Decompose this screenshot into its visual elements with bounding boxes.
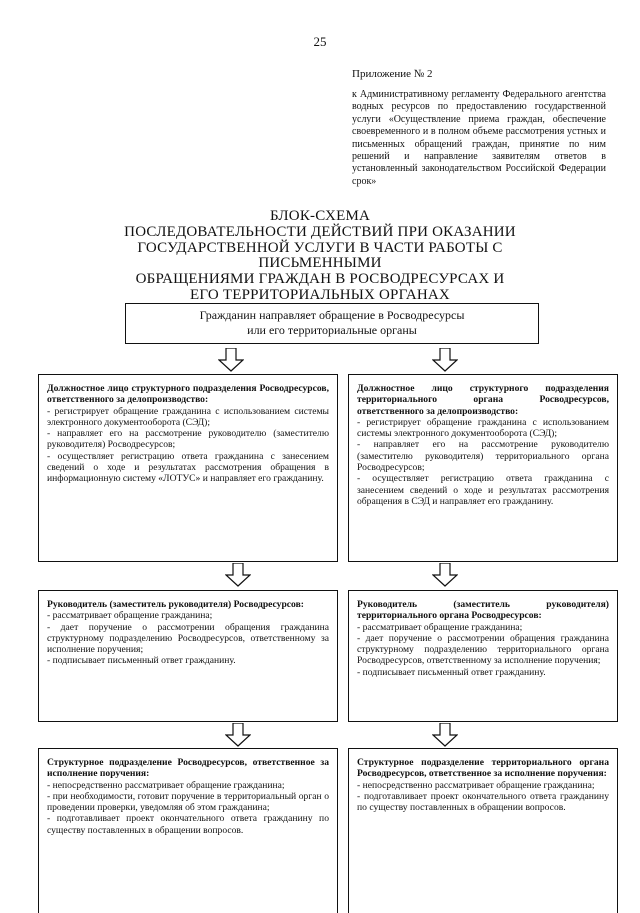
left-unit-box	[38, 748, 338, 913]
box-item: - подписывает письменный ответ гражданину.	[47, 655, 236, 667]
top-box-line-1: Гражданин направляет обращение в Росводресурсы	[199, 308, 465, 322]
box-heading: Должностное лицо структурного подразделения территориального органа Росводресурсов, ответственного за делопроизводство:	[357, 383, 609, 417]
box-item: - непосредственно рассматривает обращение гражданина;	[357, 779, 595, 791]
flowchart-title	[80, 209, 560, 304]
box-item: - дает поручение о рассмотрении обращения гражданина структурному подразделению территориального органа Росводресурсов, ответственному за исполнение поручения;	[357, 632, 609, 667]
title-line-3: ГОСУДАРСТВЕННОЙ УСЛУГИ В ЧАСТИ РАБОТЫ С ПИСЬМЕННЫМИ	[137, 239, 503, 272]
box-item: - подготавливает проект окончательного ответа гражданину по существу поставленных в обращении вопросов.	[47, 813, 329, 836]
right-registrar-box	[348, 374, 618, 562]
box-heading: Руководитель (заместитель руководителя) территориального органа Росводресурсов:	[357, 599, 609, 622]
arrow-down-icon	[432, 563, 458, 587]
box-heading: Структурное подразделение территориального органа Росводресурсов, ответственное за исполнение поручения:	[357, 757, 609, 780]
box-heading: Должностное лицо структурного подразделения Росводресурсов, ответственного за делопроизводство:	[47, 383, 329, 406]
right-unit-box	[348, 748, 618, 913]
left-head-box	[38, 590, 338, 722]
appendix-text: к Административному регламенту Федерального агентства водных ресурсов по предоставлению государственной услуги «Осуществление приема граждан, обеспечение своевременного и в полном объеме рассмотрения устных и письменных обращений граждан, принятие по ним решений и направление заявителям ответов в установленный законодательством Российской Федерации срок»	[352, 89, 606, 187]
box-item: - подготавливает проект окончательного ответа гражданину по существу поставленных в обращении вопросов.	[357, 790, 609, 814]
title-line-1: БЛОК-СХЕМА	[269, 208, 371, 224]
arrow-down-icon	[225, 723, 251, 747]
box-item: - осуществляет регистрацию ответа гражданина с занесением сведений о ходе и результатах рассмотрения обращения в информационную систему «ЛОТУС» и направляет его гражданину.	[47, 450, 329, 485]
box-item: - направляет его на рассмотрение руководителю (заместителю руководителя) Росводресурсов;	[47, 428, 329, 451]
box-item: - направляет его на рассмотрение руководителю (заместителю руководителя) территориального органа Росводресурсов;	[357, 439, 609, 474]
right-head-box	[348, 590, 618, 722]
box-item: - регистрирует обращение гражданина с использованием системы электронного документооборота (СЭД);	[357, 416, 609, 440]
box-item: - осуществляет регистрацию ответа гражданина с занесением сведений о ходе и результатах рассмотрения обращения в СЭД и направляет его гражданину.	[357, 473, 609, 507]
arrow-down-icon	[432, 348, 458, 372]
page-number: 25	[313, 34, 327, 49]
arrow-down-icon	[218, 348, 244, 372]
top-box-line-2: или его территориальные органы	[247, 323, 417, 337]
box-item: - при необходимости, готовит поручение в территориальный орган о проведении проверки, уведомляя об этом гражданина;	[47, 790, 329, 814]
box-item: - непосредственно рассматривает обращение гражданина;	[47, 779, 285, 791]
box-item: - рассматривает обращение гражданина;	[357, 621, 523, 633]
arrow-down-icon	[225, 563, 251, 587]
box-item: - подписывает письменный ответ гражданину.	[357, 666, 546, 678]
arrow-down-icon	[432, 723, 458, 747]
box-heading: Руководитель (заместитель руководителя) Росводресурсов:	[47, 599, 304, 610]
title-line-4: ОБРАЩЕНИЯМИ ГРАЖДАН В РОСВОДРЕСУРСАХ И	[135, 271, 505, 288]
title-line-2: ПОСЛЕДОВАТЕЛЬНОСТИ ДЕЙСТВИЙ ПРИ ОКАЗАНИИ	[124, 223, 516, 240]
box-item: - дает поручение о рассмотрении обращения гражданина структурному подразделению Росводресурсов, ответственному за исполнение поручения;	[47, 621, 329, 656]
appendix-label: Приложение № 2	[352, 68, 433, 80]
citizen-appeal-box	[125, 303, 539, 344]
box-item: - рассматривает обращение гражданина;	[47, 610, 213, 622]
left-registrar-box	[38, 374, 338, 562]
title-line-5: ЕГО ТЕРРИТОРИАЛЬНЫХ ОРГАНАХ	[190, 286, 450, 303]
box-item: - регистрирует обращение гражданина с использованием системы электронного документооборота (СЭД);	[47, 405, 329, 428]
box-heading: Структурное подразделение Росводресурсов, ответственное за исполнение поручения:	[47, 757, 329, 780]
